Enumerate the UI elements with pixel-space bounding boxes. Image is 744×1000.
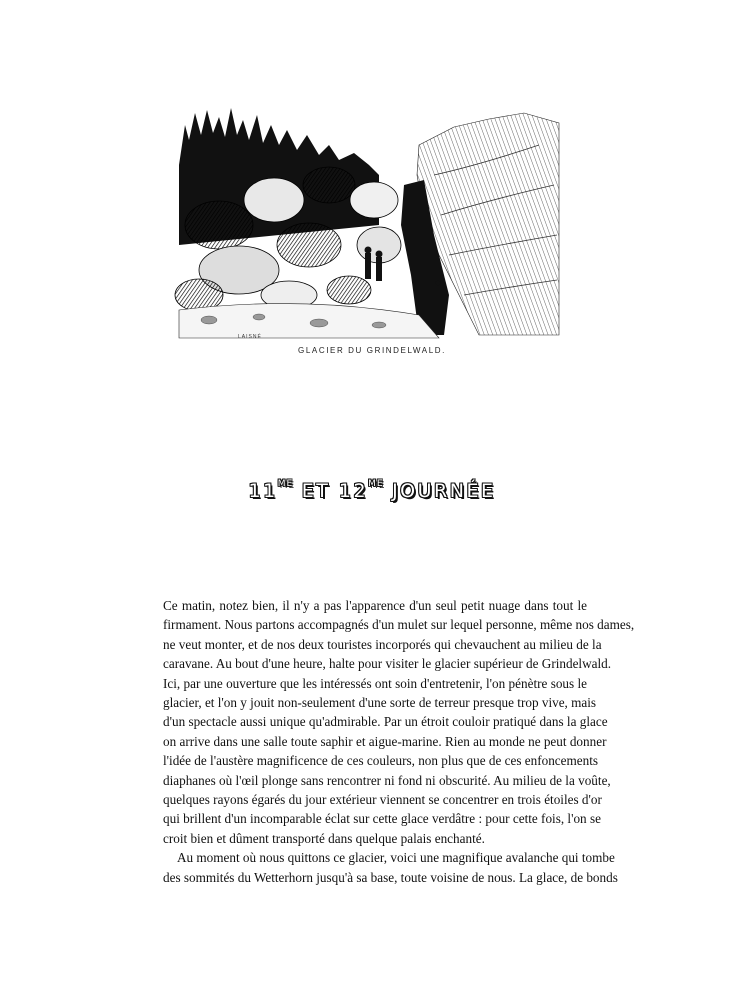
chapter-suffix-2: ME [368, 478, 384, 489]
chapter-word: JOURNÉE [392, 479, 496, 502]
text-line: firmament. Nous partons accompagnés d'un mulet sur lequel personne, même nos dames, [163, 617, 635, 633]
text-line: qui brillent d'un incomparable éclat sur cette glace verdâtre : pour cette fois, l'on se [163, 811, 601, 827]
chapter-title [0, 480, 744, 502]
text-line: Ce matin, notez bien, il n'y a pas l'apparence d'un seul petit nuage dans tout le [163, 598, 587, 613]
text-line: l'idée de l'austère magnificence de ces couleurs, non plus que de ces enfoncements [163, 753, 599, 769]
text-line: diaphanes où l'œil plonge sans rencontrer ni fond ni obscurité. Au milieu de la voûte, [163, 772, 611, 788]
text-line: quelques rayons égarés du jour extérieur viennent se concentrer en trois étoiles d'or [163, 792, 602, 808]
text-line: Au moment où nous quittons ce glacier, voici une magnifique avalanche qui tombe [177, 850, 615, 866]
engraving-image [179, 105, 559, 338]
engraver-signature: LAISNÉ [238, 334, 262, 340]
text-line: d'un spectacle aussi unique qu'admirable. Par un étroit couloir pratiqué dans la glace [163, 714, 608, 730]
text-line: on arrive dans une salle toute saphir et aigue-marine. Rien au monde ne peut donner [163, 733, 607, 749]
text-line: des sommités du Wetterhorn jusqu'à sa base, toute voisine de nous. La glace, de bonds [163, 869, 618, 885]
glacier-engraving [179, 105, 559, 338]
chapter-suffix-1: ME [277, 478, 294, 489]
chapter-conjunction: ET [301, 479, 331, 502]
chapter-number-2: 12 [338, 479, 369, 502]
body-text [163, 596, 635, 887]
text-line: caravane. Au bout d'une heure, halte pour visiter le glacier supérieur de Grindelwald. [163, 656, 612, 672]
text-line: glacier, et l'on y jouit non-seulement d'une sorte de terreur presque trop vive, mais [163, 695, 597, 711]
illustration-caption: GLACIER DU GRINDELWALD. [298, 346, 446, 355]
chapter-number-1: 11 [248, 479, 278, 502]
text-line: Ici, par une ouverture que les intéressés ont soin d'entretenir, l'on pénètre sous le [163, 675, 587, 691]
text-line: ne veut monter, et de nos deux touristes incorporés qui chevauchent au milieu de la [163, 636, 602, 652]
text-line: croit bien et dûment transporté dans quelque palais enchanté. [163, 830, 485, 846]
